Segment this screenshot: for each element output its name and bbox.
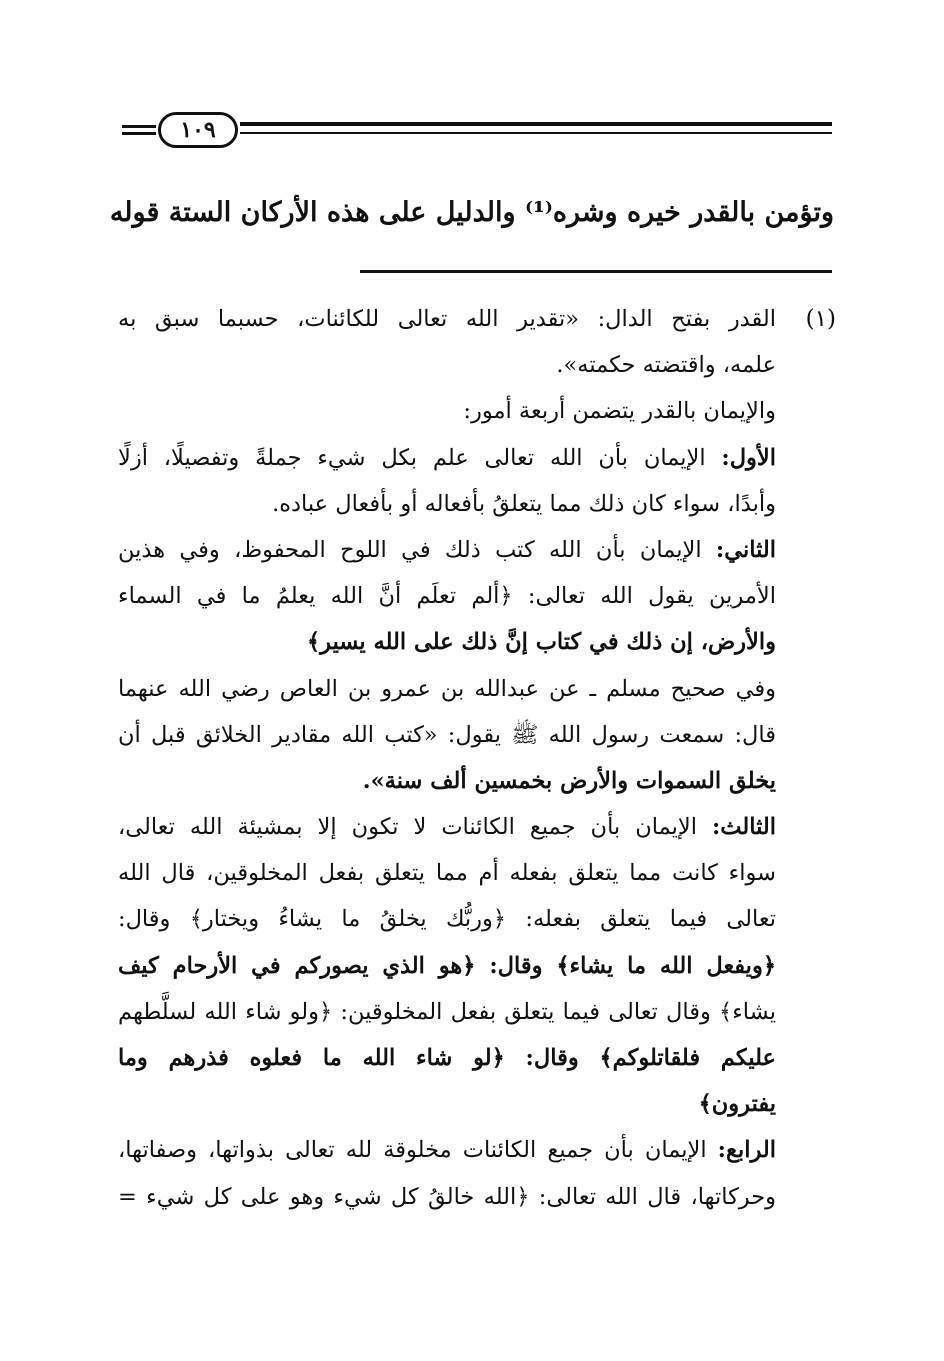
footnote-line-text: الأمرين يقول الله تعالى: ﴿ألم تعلَم أنَّ الله يعلمُ ما في السماء xyxy=(118,583,776,610)
footnote-line xyxy=(118,481,776,527)
main-text-line: وتؤمن بالقدر خيره وشره⁽¹⁾ والدليل على هذه الأركان الستة قوله xyxy=(109,197,834,228)
footnote-line-text: يخلق السموات والأرض بخمسين ألف سنة». xyxy=(362,767,776,794)
page-number: ١٠٩ xyxy=(158,112,238,148)
footnote-line-text: قال: سمعت رسول الله ﷺ يقول: «كتب الله مقادير الخلائق قبل أن xyxy=(118,721,776,748)
page-header xyxy=(122,112,832,146)
footnote-line xyxy=(118,758,776,804)
footnote-line-text: الإيمان بأن الله تعالى علم بكل شيء جملةً وتفصيلًا، أزلًا xyxy=(118,444,722,471)
footnote-line-heading: الأول: xyxy=(721,444,776,471)
footnote-line xyxy=(118,619,776,665)
footnote-line-text: والإيمان بالقدر يتضمن أربعة أمور: xyxy=(463,398,776,425)
footnote-line-text: سواء كانت مما يتعلق بفعله أم مما يتعلق بفعل المخلوقين، قال الله xyxy=(118,860,776,887)
footnote-line-text: تعالى فيما يتعلق بفعله: ﴿وربُّك يخلقُ ما يشاءُ ويختار﴾ وقال: xyxy=(118,906,776,933)
footnote-marker: (١) xyxy=(805,306,836,332)
footnote-line-heading: الرابع: xyxy=(717,1137,776,1164)
footnote-line-text: الإيمان بأن الله كتب ذلك في اللوح المحفوظ، وفي هذين xyxy=(118,536,716,563)
footnote-line-text: والأرض، إن ذلك في كتاب إنَّ ذلك على الله يسير﴾ xyxy=(306,629,776,656)
footnote-line xyxy=(118,527,776,573)
footnote-line-heading: الثاني: xyxy=(715,536,776,563)
footnote-line xyxy=(118,573,776,619)
footnote-line-heading: الثالث: xyxy=(711,814,776,841)
header-rule-right-bottom xyxy=(240,132,832,134)
footnote-line xyxy=(118,896,776,942)
footnote-line xyxy=(118,1035,776,1081)
footnote-line-text: وحركاتها، قال الله تعالى: ﴿الله خالقُ كل شيء وهو على كل شيء = xyxy=(118,1183,776,1210)
header-rule-left-bottom xyxy=(122,132,156,135)
footnote-line xyxy=(118,989,776,1035)
footnote-line xyxy=(118,943,776,989)
footnote-line xyxy=(118,804,776,850)
footnote-line xyxy=(118,1127,776,1173)
footnote-line-text: علمه، واقتضته حكمته». xyxy=(556,352,776,379)
footnote-line xyxy=(118,1174,776,1220)
footnote-line xyxy=(118,850,776,896)
footnote-separator xyxy=(360,270,832,273)
footnote-line xyxy=(118,296,776,342)
footnote-line xyxy=(118,435,776,481)
footnote-line-text: ﴿ويفعل الله ما يشاء﴾ وقال: ﴿هو الذي يصوركم في الأرحام كيف xyxy=(118,952,776,979)
footnote-line xyxy=(118,1081,776,1127)
footnote-line-text: الإيمان بأن جميع الكائنات لا تكون إلا بمشيئة الله تعالى، xyxy=(118,814,712,841)
footnote-line-text: يشاء﴾ وقال تعالى فيما يتعلق بفعل المخلوقين: ﴿ولو شاء الله لسلَّطهم xyxy=(118,998,776,1025)
footnote-line xyxy=(118,388,776,434)
footnote-line xyxy=(118,342,776,388)
footnote-line-text: وأبدًا، سواء كان ذلك مما يتعلقُ بأفعاله أو بأفعال عباده. xyxy=(272,490,776,517)
footnote-line-text: القدر بفتح الدال: «تقدير الله تعالى للكائنات، حسبما سبق به xyxy=(118,306,776,332)
footnote-line-text: الإيمان بأن جميع الكائنات مخلوقة لله تعالى بذواتها، وصفاتها، xyxy=(118,1137,718,1164)
header-rule-right-top xyxy=(240,122,832,126)
footnote-line-text: يفترون﴾ xyxy=(698,1091,776,1118)
footnote-line-text: وفي صحيح مسلم ـ عن عبدالله بن عمرو بن العاص رضي الله عنهما xyxy=(118,675,776,702)
footnote-line xyxy=(118,666,776,712)
header-rule-left-top xyxy=(122,125,156,128)
footnote-line xyxy=(118,712,776,758)
footnote-line-text: عليكم فلقاتلوكم﴾ وقال: ﴿لو شاء الله ما فعلوه فذرهم وما xyxy=(118,1045,776,1071)
footnote-body xyxy=(118,296,776,1220)
